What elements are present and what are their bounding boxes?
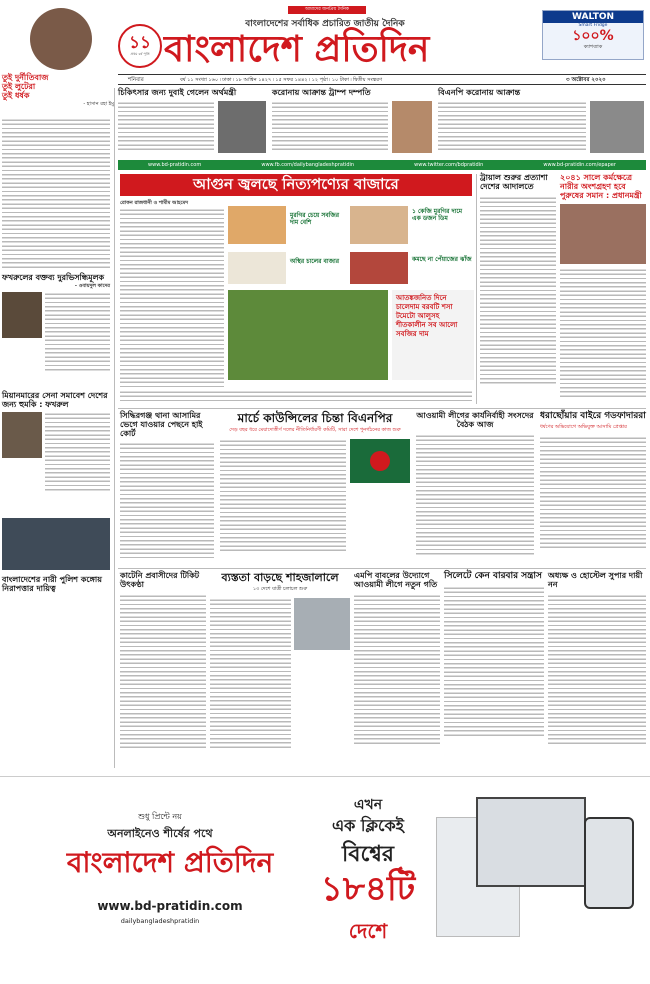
low-story-1-body	[120, 594, 206, 750]
quote-line-1: তুই দুর্নীতিবাজ	[2, 73, 49, 82]
lead-caption-3: অস্থির চালের বাজার	[290, 258, 340, 265]
story-pm-body	[560, 268, 646, 398]
mid-story-2[interactable]	[220, 412, 410, 564]
low-row-rule	[118, 568, 646, 569]
lead-caption-1: মুরগির চেয়ে সবজির দাম বেশি	[290, 212, 340, 226]
left-story-1-photo	[2, 292, 42, 338]
low-story-3-title: এমপি বাবলের উদ্যোগে আওয়ামী লীগে নতুন গতি	[354, 571, 438, 589]
mid-story-4-title: ধরাছোঁয়ার বাইরে গডফাদাররা	[540, 411, 646, 421]
walton-brand: WALTON	[543, 11, 643, 23]
anniversary-tag: প্রথম বর্ষ পূর্তি	[130, 52, 150, 56]
top-story-3[interactable]	[438, 89, 644, 157]
top-story-2[interactable]	[272, 89, 432, 157]
lead-photo-onion	[350, 252, 408, 284]
mid-story-1-title: সিদ্ধিরগঞ্জ থানা আসামির ভেগে যাওয়ার পেছনে হাই কোর্ট	[120, 411, 203, 438]
mid-story-2-title: মার্চে কাউন্সিলের চিন্তা বিএনপির	[237, 411, 393, 425]
lead-highlight-box	[392, 290, 474, 380]
issue-bar	[118, 74, 646, 85]
left-quote	[2, 74, 114, 114]
lead-reporter: রোকন রাজধানী ও শামীম আহমেদ	[120, 200, 188, 206]
web-link-site[interactable]: www.bd-pratidin.com	[148, 162, 202, 168]
lead-photo-eggs	[350, 206, 408, 244]
bottom-ad-right-5: দেশে	[348, 919, 388, 943]
lead-body-lower-text	[120, 390, 472, 402]
story-trial-title: ট্রায়াল শুরুর প্রত্যাশা দেশের আদালতে	[480, 173, 548, 191]
lead-right-rule	[476, 174, 477, 404]
low-story-1-title: কাটেনি প্রবাসীদের টিকিট উৎকণ্ঠা	[120, 571, 200, 589]
quote-line-2: তুই লুটেরা	[2, 81, 36, 91]
top-story-1[interactable]	[118, 89, 266, 157]
low-story-1[interactable]	[120, 572, 206, 764]
issue-date: ৩ অক্টোবর ২০২০	[566, 77, 606, 83]
mid-story-2-flag	[350, 439, 410, 483]
mid-row-rule	[118, 408, 646, 409]
low-story-2-sub: ১৩ দেশে যাত্রী চলাচল শুরু	[252, 586, 308, 593]
left-story-2-title: মিয়ানমারের সেনা সমাবেশ দেশের জন্য হুমকি : ফখরুল	[2, 390, 108, 409]
bottom-ad-line-2: অনলাইনেও শীর্ষের পথে	[107, 827, 213, 840]
story-pm[interactable]	[560, 174, 646, 402]
top-story-2-title: করোনায় আক্রান্ত ট্রাম্প দম্পতি	[272, 88, 371, 97]
masthead-tagline: আমাদের জনপ্রিয় দৈনিক	[288, 6, 366, 14]
bottom-ad-line-1: শুধু প্রিন্টে নয়	[138, 812, 182, 821]
mid-story-3[interactable]	[416, 412, 534, 564]
lead-headline-text: আগুন জ্বলছে নিত্যপণ্যের বাজারে	[193, 174, 399, 193]
bottom-ad-brand: বাংলাদেশ প্রতিদিন	[66, 846, 274, 879]
low-story-5-title: অধ্যক্ষ ও হোস্টেল সুপার দায়ী নন	[548, 571, 643, 589]
lead-highlight-text: আতঙ্কজনিত দিনে চালেদাম বরবটি শসা টমেটো আলুসহ শীতকালীন সব আলো সবজির দাম	[396, 294, 458, 338]
lead-photo-vegetables	[228, 290, 388, 380]
low-story-2-photo	[294, 598, 350, 650]
low-story-4-title: সিলেটে কেন বারবার সন্ত্রাস	[444, 571, 542, 581]
left-column	[2, 118, 110, 648]
bottom-ad-url[interactable]: www.bd-pratidin.com	[97, 899, 243, 913]
mid-story-3-title: আওয়ামী লীগের কার্যনির্বাহী সংসদের বৈঠক আজ	[416, 411, 534, 429]
left-col-rule	[114, 88, 115, 768]
top-story-1-body	[118, 101, 214, 153]
top-story-1-title: চিকিৎসার জন্য দুবাই গেলেন অর্থমন্ত্রী	[118, 88, 237, 97]
story-pm-title: ২০৪১ সালে কর্মক্ষেত্রে নারীর অংশগ্রহণ হবে পুরুষের সমান : প্রধানমন্ত্রী	[560, 173, 642, 200]
story-trial-body	[480, 196, 556, 386]
issue-day: শনিবার	[128, 77, 144, 83]
low-story-5[interactable]	[548, 572, 646, 764]
anniversary-number: ১১	[128, 33, 152, 53]
web-links-bar	[118, 160, 646, 170]
walton-percent: ১০০%	[572, 28, 614, 44]
top-story-3-body	[438, 101, 586, 153]
bottom-ad-right-2: এক ক্লিকেই	[332, 816, 404, 835]
anniversary-badge	[118, 24, 162, 68]
bottom-ad-fb[interactable]: dailybangladeshpratidin	[120, 917, 200, 925]
mid-story-4-sub: ধর্ষণের অভিযোগে অভিযুক্ত আসামি প্রেপ্তার	[540, 423, 627, 430]
newspaper-title	[164, 27, 494, 71]
left-story-2-body	[45, 412, 110, 492]
top-story-2-photo	[392, 101, 432, 153]
story-pm-photo	[560, 204, 646, 264]
lead-photos	[228, 206, 474, 380]
lead-caption-4: কমছে না পেঁয়াজের ঝাঁজ	[412, 256, 472, 263]
title-part-a: বাংলাদেশ	[164, 28, 315, 70]
low-story-2[interactable]	[210, 572, 350, 764]
low-story-2-body	[210, 598, 291, 748]
mid-story-2-sub: দেড় বছর ধরে মেয়াদোত্তীর্ণ দলের নীতিনির্ধারণী কমিটি, সারা দেশে পুনর্গঠনের কাজ শুরু	[229, 427, 401, 434]
left-story-1-body	[45, 292, 110, 372]
lead-photo-chicken	[228, 206, 286, 244]
mid-story-4[interactable]	[540, 412, 646, 564]
walton-sub: Smart Fridge	[578, 23, 608, 28]
web-link-epaper[interactable]: www.bd-pratidin.com/epaper	[543, 162, 616, 168]
low-story-4-body	[444, 586, 544, 736]
low-story-3-body	[354, 594, 440, 744]
masthead-slogan: বাংলাদেশের সর্বাধিক প্রচারিত জাতীয় দৈনিক	[245, 19, 405, 29]
quote-author: - হাসান রহা ইমু	[83, 101, 114, 107]
bottom-ad-phone	[584, 817, 634, 909]
bottom-ad[interactable]	[0, 776, 650, 984]
walton-pct-label: ক্যাশব্যাক	[583, 44, 603, 50]
columnist-photo	[30, 8, 92, 70]
left-story-3-photo	[2, 518, 110, 570]
bottom-ad-laptop	[476, 797, 586, 887]
issue-details: বর্ষ ১১ সংখ্যা ১৬০ ৷ ঢাকা ৷ ১৮ আশ্বিন ১৪২৭ ৷ ১৫ সফর ১৪৪২ ৷ ১২ পৃষ্ঠা ৷ ১০ টাকা ৷ দ্বিতীয় সংস্করণ	[180, 77, 382, 83]
top-story-3-title: বিএনপি করোনায় আক্রান্ত	[438, 88, 521, 97]
low-story-3[interactable]	[354, 572, 440, 764]
low-story-5-body	[548, 594, 646, 744]
top-story-1-photo	[218, 101, 266, 153]
lead-body	[120, 208, 224, 388]
lead-headline[interactable]	[120, 174, 472, 196]
lead-body-text	[120, 208, 224, 388]
quote-line-3: তুই ধর্ষক	[2, 90, 30, 100]
bottom-ad-right-3: বিশ্বের	[341, 842, 395, 867]
walton-ad[interactable]	[542, 10, 644, 60]
mid-story-1-body	[120, 442, 214, 560]
low-story-2-title: ব্যস্ততা বাড়ছে শাহজালালে	[221, 571, 339, 584]
left-story-3-title: বাংলাদেশের নারী পুলিশ কঙ্গোয় নিরাপত্তার দায়িত্ব	[2, 575, 102, 594]
left-story-1-title: ফখরুলের বক্তব্য দুরভিসন্ধিমূলক	[2, 273, 105, 282]
top-story-3-photo	[590, 101, 644, 153]
left-story-2-photo	[2, 412, 42, 458]
bottom-ad-right-1: এখন	[353, 797, 383, 813]
web-link-twitter[interactable]: www.twitter.com/bdpratidin	[414, 162, 484, 168]
lead-caption-2: ১ কেজি মুরগির দামে এক ডজন ডিম	[412, 208, 463, 222]
mid-story-1[interactable]	[120, 412, 214, 564]
top-story-2-body	[272, 101, 388, 153]
title-part-b: প্রতিদিন	[314, 28, 430, 70]
left-col-body-1	[2, 118, 110, 268]
mid-story-4-body	[540, 436, 646, 548]
web-link-facebook[interactable]: www.fb.com/dailybangladeshpratidin	[261, 162, 355, 168]
story-trial[interactable]	[480, 174, 556, 402]
low-story-4[interactable]	[444, 572, 544, 764]
lead-body-lower	[120, 390, 472, 402]
mid-story-2-body	[220, 439, 346, 553]
bottom-ad-right-4: ১৮৪টি	[320, 869, 416, 909]
mid-story-3-body	[416, 434, 534, 556]
left-story-1-by: - ওবায়দুল কাদের	[74, 282, 110, 289]
lead-photo-rice	[228, 252, 286, 284]
